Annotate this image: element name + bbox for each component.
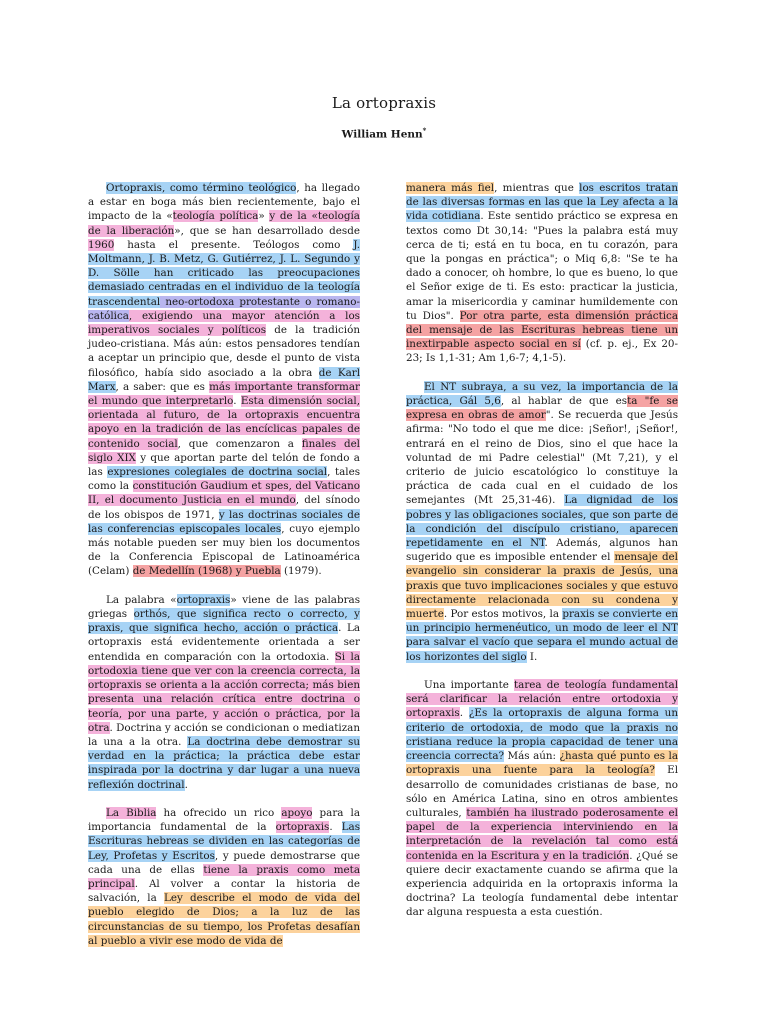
highlighted-text: orthós, que significa recto o correcto, y praxis, que significa hecho, acción o práctica xyxy=(88,608,360,635)
highlighted-text: teología política xyxy=(172,210,259,223)
highlighted-text: finales del siglo XIX xyxy=(88,437,360,464)
highlighted-text: expresiones colegiales de doctrina social xyxy=(107,466,328,479)
highlighted-text: La doctrina debe demostrar su verdad en la práctica; la práctica debe estar inspirada por la doctrina y dar lugar a una nueva reflexión doctrinal xyxy=(88,735,360,791)
text-run: . xyxy=(329,821,342,834)
highlighted-text: los escritos tratan de las diversas formas en las que la Ley afecta a la vida cotidiana xyxy=(406,182,678,223)
text-run: . Por estos motivos, la xyxy=(443,608,563,621)
highlighted-text: Esta dimensión social, orientada al futuro, de la ortopraxis encuentra apoyo en la tradición de las encíclicas papales de contenido social xyxy=(88,395,361,450)
highlighted-text: praxis se convierte en un principio hermenéutico, un modo de leer el NT para salvar el vacío que separa el mundo actual de los horizontes del siglo xyxy=(406,608,678,663)
highlighted-text: apoyo xyxy=(281,806,313,819)
text-run: La palabra « xyxy=(106,593,177,606)
text-run: . Doctrina y acción se condicionan o mediatizan la una a la otra. xyxy=(88,721,361,748)
highlighted-text: J. Moltmann, J. B. Metz, G. Gutiérrez, J. L. Segundo y D. Sölle han criticado las preocupaciones demasiado centradas en el individuo de la teología trascendental xyxy=(88,238,360,308)
text-run: ". Se recuerda que Jesús afirma: "No todo el que me dice: ¡Señor!, ¡Señor!, entrará en el reino de Dios, sino el que hace la voluntad de mi Padre celestial" (Mt 7,21), y el criterio de juicio escatológico lo constituye la práctica de cada cual en el cuidado de los semejantes (Mt 25,31-46). xyxy=(406,409,679,507)
highlighted-text: Si la ortodoxia tiene que ver con la creencia correcta, la ortopraxis se orienta a la acción correcta; más bien presenta una relación crítica entre doctrina o teoría, por una parte, y acción o práctica, por la otra xyxy=(88,650,360,734)
author-first-name: William xyxy=(341,128,391,141)
text-run: , del sínodo de los obispos de 1971, xyxy=(88,494,360,521)
author-last-name: Henn xyxy=(390,128,423,141)
highlighted-text: 1960 xyxy=(88,238,115,251)
text-run: (1979). xyxy=(280,565,322,578)
text-run: , ha llegado a estar en boga más bien recientemente, bajo el impacto de la « xyxy=(88,182,360,223)
article-author xyxy=(0,126,768,141)
text-run: Más aún: xyxy=(504,750,560,763)
highlighted-text: tarea de teología fundamental será clarificar la relación entre ortodoxia y ortopraxis xyxy=(406,679,679,720)
highlighted-text: ortopraxis xyxy=(275,821,330,834)
text-run: ha ofrecido un rico xyxy=(156,806,282,819)
highlighted-text: más importante transformar el mundo que interpretarlo xyxy=(88,380,360,408)
highlighted-text: constitución Gaudium et spes, del Vaticano II, el documento Justicia en el mundo xyxy=(88,480,360,507)
paragraph xyxy=(88,181,360,579)
highlighted-text: ortopraxis xyxy=(176,593,231,606)
text-run: » viene de las palabras griegas xyxy=(88,593,361,621)
paragraph xyxy=(406,380,678,664)
highlighted-text: ta "fe se expresa en obras de amor xyxy=(406,395,678,422)
highlighted-text: de Medellín (1968) y Puebla xyxy=(132,565,281,578)
highlighted-text: y las doctrinas sociales de las conferencias episcopales locales xyxy=(88,508,360,535)
paragraph xyxy=(406,181,678,366)
text-run: , al hablar de que es xyxy=(500,395,628,408)
text-run: de la tradición judeo-cristiana. Más aún: estos pensadores tendían a aceptar un principio que, desde el punto de vista filosófico, había sido asociado a la obra xyxy=(88,324,360,379)
text-run: , mientras que xyxy=(494,182,580,194)
highlighted-text: mensaje del evangelio sin considerar la praxis de Jesús, una praxis que tuvo implicaciones sociales y que estuvo directamente relacionada con su condena y muerte xyxy=(406,551,678,621)
highlighted-text: ¿Es la ortopraxis de alguna forma un criterio de ortodoxia, de modo que la praxis no cristiana reduce la propia capacidad de tener una creencia correcta? xyxy=(406,707,678,763)
text-run: hasta el presente. Teólogos como xyxy=(114,238,354,251)
text-run: El desarrollo de comunidades cristianas de base, no sólo en América Latina, sino en otros ambientes culturales, xyxy=(406,764,678,819)
highlighted-text: Ley describe el modo de vida del pueblo elegido de Dios; a la luz de las circunstancias de su tiempo, los Profetas desafían al pueblo a vivir ese modo de vida de xyxy=(88,892,361,947)
right-column xyxy=(406,181,678,934)
highlighted-text: también ha ilustrado poderosamente el papel de la experiencia interviniendo en la interpretación de la revelación tal como está contenida en la Escritura y en la tradición xyxy=(406,806,678,862)
text-run: , que comenzaron a xyxy=(177,437,302,450)
text-run: . ¿Qué se quiere decir exactamente cuando se afirma que la experiencia adquirida en la ortopraxis informa la doctrina? La teología fundamental debe intentar dar alguna respuesta a esta cuestión. xyxy=(406,849,678,919)
text-run: , a saber: que es xyxy=(115,380,210,393)
text-run: . La ortopraxis está evidentemente orientada a ser entendida en comparación con la ortodoxia. xyxy=(88,622,360,663)
highlighted-text: neo-ortodoxa protestante o romano-católica xyxy=(88,295,360,322)
text-run: . xyxy=(184,778,188,791)
highlighted-text: manera más fiel xyxy=(406,182,495,194)
highlighted-text: tiene la praxis como meta principal xyxy=(88,863,360,890)
highlighted-text: Por otra parte, esta dimensión práctica del mensaje de las Escrituras hebreas tiene un inextirpable aspecto social en sí xyxy=(406,309,679,351)
highlighted-text: Las Escrituras hebreas se dividen en las categorías de Ley, Profetas y Escritos xyxy=(88,821,361,862)
text-run: , y puede demostrarse que cada una de ellas xyxy=(88,849,360,876)
text-run: . xyxy=(459,707,469,720)
text-run: y que aportan parte del telón de fondo a las xyxy=(88,451,360,479)
highlighted-text: de Karl Marx xyxy=(88,366,360,393)
text-run: , cuyo ejemplo más notable pueden ser muy bien los documentos de la Conferencia Episcopal de Latinoamérica (Celam) xyxy=(88,522,360,578)
paragraph xyxy=(88,806,360,948)
text-run: . Este sentido práctico se expresa en textos como Dt 30,14: "Pues la palabra está muy cerca de ti; está en tu boca, en tu corazón, para que la pongas en práctica"; o Miq 6,8: "Se te ha dado a conocer, oh hombre, lo que es bueno, lo que el Señor exige de ti. Es esto: practicar la justicia, amar la misericordia y caminar humildemente con tu Dios". xyxy=(406,210,678,322)
highlighted-text: , exigiendo una mayor atención a los imperativos sociales y políticos xyxy=(88,309,360,337)
text-run: Una importante xyxy=(424,679,514,692)
text-run: , tales como la xyxy=(88,466,361,493)
highlighted-text: La Biblia xyxy=(106,806,157,819)
paragraph xyxy=(88,593,360,792)
text-run: I. xyxy=(526,650,538,663)
highlighted-text: El NT subraya, a su vez, la importancia de la práctica, Gál 5,6 xyxy=(406,380,678,408)
text-run: . Además, algunos han sugerido que es imposible entender el xyxy=(406,537,678,564)
text-run: . Al volver a contar la historia de salvación, la xyxy=(88,877,360,905)
highlighted-text: La dignidad de los pobres y las obligaciones sociales, que son parte de la condición del discípulo cristiano, aparecen repetidamente en el NT xyxy=(406,494,678,550)
text-run: » xyxy=(258,210,270,223)
highlighted-text: y de la «teología de la liberación xyxy=(88,210,360,237)
author-footnote-mark: * xyxy=(422,126,427,135)
paragraph xyxy=(406,678,678,919)
text-run: . xyxy=(233,395,241,408)
left-column xyxy=(88,181,360,962)
text-run: para la importancia fundamental de la xyxy=(88,806,360,834)
highlighted-text: ¿hasta qué punto es la ortopraxis una fuente para la teología? xyxy=(406,750,679,777)
text-run: », que se han desarrollado desde xyxy=(174,224,360,237)
highlighted-text: Ortopraxis, como término teológico xyxy=(106,182,297,194)
article-title: La ortopraxis xyxy=(331,94,437,112)
text-run: (cf. p. ej., Ex 20-23; Is 1,1-31; Am 1,6-7; 4,1-5). xyxy=(406,338,679,365)
